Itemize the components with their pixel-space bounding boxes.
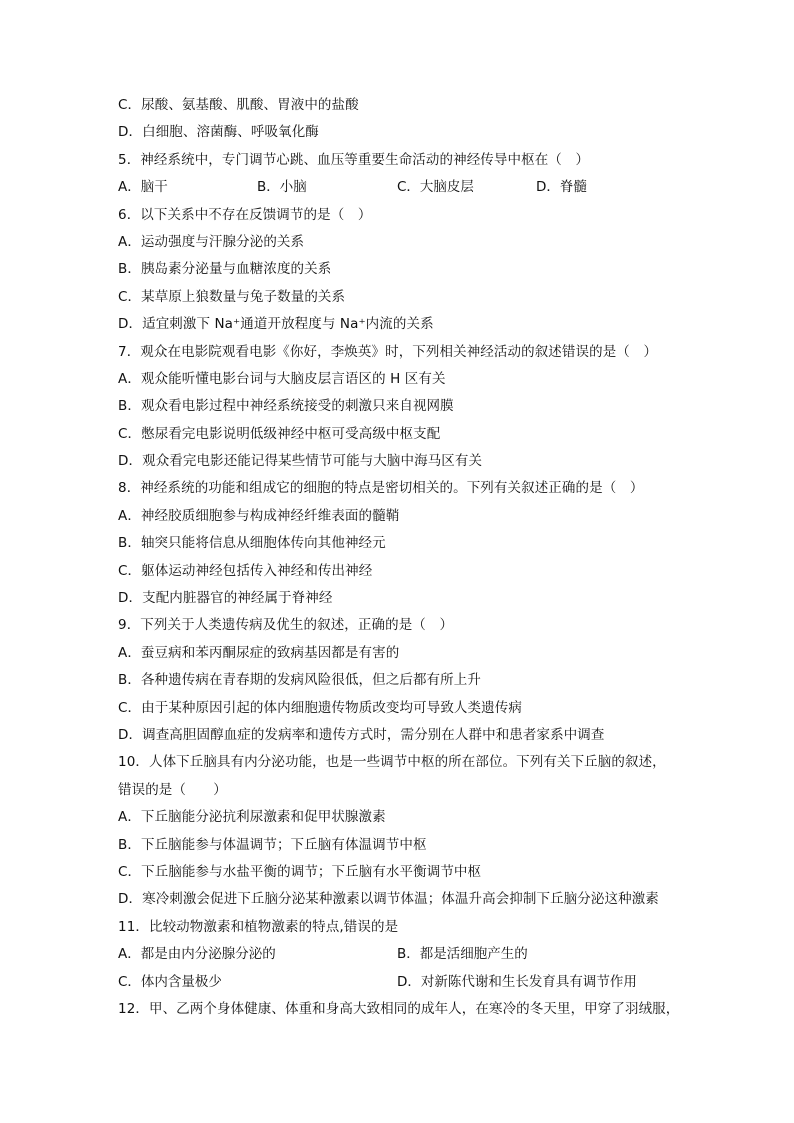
option-row (118, 174, 688, 201)
option-text: B．都是活细胞产生的 (397, 946, 528, 963)
question-stem: 12．甲、乙两个身体健康、体重和身高大致相同的成年人，在寒冷的冬天里，甲穿了羽绒服， (118, 1000, 680, 1017)
option-text: C．体内含量极少 (118, 973, 222, 990)
question-stem: 7．观众在电影院观看电影《你好，李焕英》时，下列相关神经活动的叙述错误的是（ ） (118, 343, 658, 360)
option-text: D．适宜刺激下 Na⁺通道开放程度与 Na⁺内流的关系 (118, 316, 434, 333)
question-stem: 11．比较动物激素和植物激素的特点,错误的是 (118, 918, 399, 935)
question-stem: 错误的是（ ） (118, 781, 227, 798)
question-stem: 9．下列关于人类遗传病及优生的叙述，正确的是（ ） (118, 617, 454, 634)
option-text: C．某草原上狼数量与兔子数量的关系 (118, 288, 346, 305)
option-text: C．尿酸、氨基酸、肌酸、胃液中的盐酸 (118, 97, 359, 113)
question-stem: 8．神经系统的功能和组成它的细胞的特点是密切相关的。下列有关叙述正确的是（ ） (118, 480, 644, 497)
option-row (118, 969, 688, 996)
option-text: C．由于某种原因引起的体内细胞遗传物质改变均可导致人类遗传病 (118, 699, 522, 716)
question-stem: 5．神经系统中，专门调节心跳、血压等重要生命活动的神经传导中枢在（ ） (118, 151, 590, 168)
option-text: D．白细胞、溶菌酶、呼吸氧化酶 (118, 124, 319, 141)
option-text: B．观众看电影过程中神经系统接受的刺激只来自视网膜 (118, 398, 454, 415)
question-stem: 10．人体下丘脑具有内分泌功能，也是一些调节中枢的所在部位。下列有关下丘脑的叙述， (118, 754, 666, 771)
option-text: D．调查高胆固醇血症的发病率和遗传方式时，需分别在人群中和患者家系中调查 (118, 726, 605, 743)
option-text: B．轴突只能将信息从细胞体传向其他神经元 (118, 535, 386, 552)
option-text: A．都是由内分泌腺分泌的 (118, 946, 276, 963)
option-text: D．寒冷刺激会促进下丘脑分泌某种激素以调节体温；体温升高会抑制下丘脑分泌这种激素 (118, 891, 659, 908)
option-row (118, 941, 688, 968)
option-text: D．支配内脏器官的神经属于脊神经 (118, 590, 333, 607)
option-text: B．胰岛素分泌量与血糖浓度的关系 (118, 261, 332, 278)
option-text: A．下丘脑能分泌抗利尿激素和促甲状腺激素 (118, 809, 386, 826)
option-text: C．躯体运动神经包括传入神经和传出神经 (118, 562, 373, 579)
option-text: C．下丘脑能参与水盐平衡的调节；下丘脑有水平衡调节中枢 (118, 863, 482, 880)
option-text: A．神经胶质细胞参与构成神经纤维表面的髓鞘 (118, 507, 400, 524)
option-text: A．观众能听懂电影台词与大脑皮层言语区的 H 区有关 (118, 370, 446, 387)
question-list (118, 92, 688, 1023)
option-text: C．大脑皮层 (397, 179, 474, 196)
option-text: A．蚕豆病和苯丙酮尿症的致病基因都是有害的 (118, 644, 400, 661)
question-stem: 6．以下关系中不存在反馈调节的是（ ） (118, 206, 372, 223)
option-text: D．观众看完电影还能记得某些情节可能与大脑中海马区有关 (118, 453, 483, 470)
option-text: A．脑干 (118, 179, 168, 196)
option-text: D．脊髓 (536, 179, 587, 196)
option-text: B．小脑 (257, 179, 307, 196)
option-text: B．下丘脑能参与体温调节；下丘脑有体温调节中枢 (118, 836, 427, 853)
option-text: B．各种遗传病在青春期的发病风险很低，但之后都有所上升 (118, 672, 481, 689)
option-text: D．对新陈代谢和生长发育具有调节作用 (397, 973, 637, 990)
option-text: A．运动强度与汗腺分泌的关系 (118, 233, 305, 250)
option-text: C．憋尿看完电影说明低级神经中枢可受高级中枢支配 (118, 425, 441, 442)
